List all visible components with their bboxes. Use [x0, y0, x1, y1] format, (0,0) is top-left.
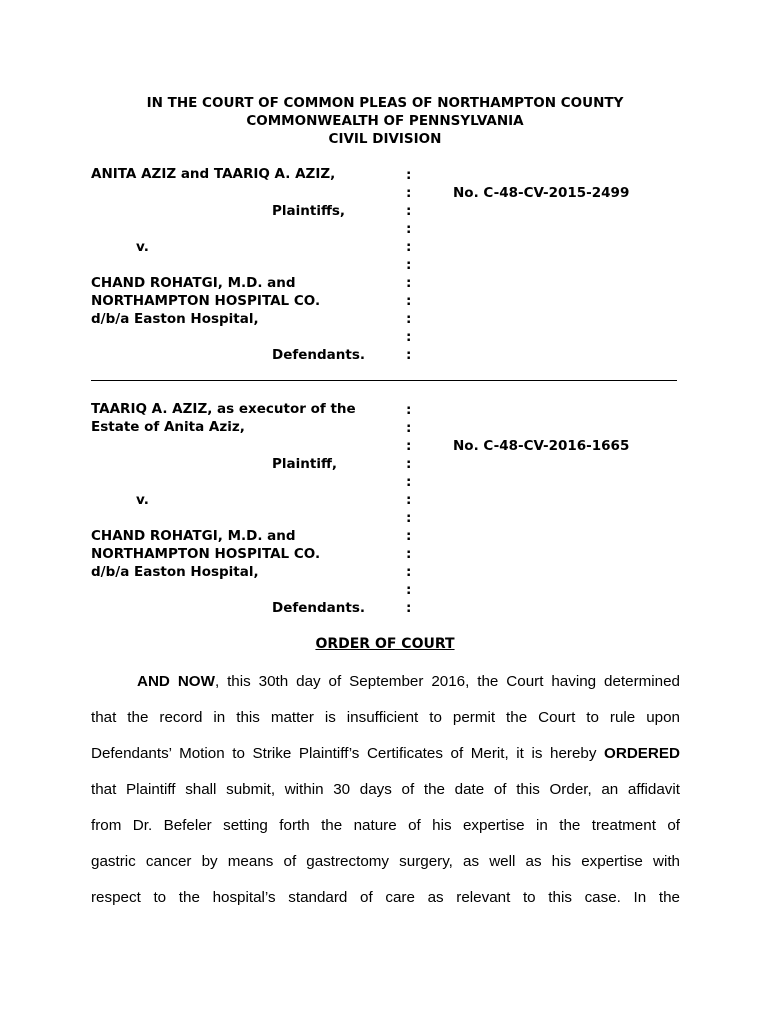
- case2-defendants-role: Defendants.: [272, 600, 366, 616]
- order-line-text: Defendants’ Motion to Strike Plaintiff’s Certificates of Merit, it is hereby: [91, 745, 605, 762]
- case2-defendant-line2: NORTHAMPTON HOSPITAL CO.: [91, 546, 321, 562]
- case1-versus: v.: [136, 239, 149, 255]
- order-line: respect to the hospital’s standard of care as relevant to this case. In the: [91, 889, 680, 906]
- order-line: that the record in this matter is insufficient to permit the Court to rule upon: [91, 709, 680, 726]
- caption-colon: :: [406, 185, 412, 201]
- caption-colon: :: [406, 600, 412, 616]
- case2-defendant-line1: CHAND ROHATGI, M.D. and: [91, 528, 296, 544]
- ordered-word: ORDERED: [604, 745, 680, 762]
- caption-colon: :: [406, 257, 412, 273]
- caption-colon: :: [406, 402, 412, 418]
- case1-defendant-line2: NORTHAMPTON HOSPITAL CO.: [91, 293, 321, 309]
- caption-colon: :: [406, 293, 412, 309]
- court-name: IN THE COURT OF COMMON PLEAS OF NORTHAMPTON COUNTY: [146, 95, 624, 111]
- order-line: [91, 745, 680, 762]
- case2-defendant-line3: d/b/a Easton Hospital,: [91, 564, 259, 580]
- caption-colon: :: [406, 420, 412, 436]
- case2-versus: v.: [136, 492, 149, 508]
- case1-plaintiffs-role: Plaintiffs,: [272, 203, 346, 219]
- order-title: ORDER OF COURT: [315, 636, 455, 652]
- order-line: [137, 673, 680, 690]
- division: CIVIL DIVISION: [328, 131, 442, 147]
- caption-colon: :: [406, 510, 412, 526]
- case1-defendant-line1: CHAND ROHATGI, M.D. and: [91, 275, 296, 291]
- case1-defendants-role: Defendants.: [272, 347, 366, 363]
- case2-plaintiff-line2: Estate of Anita Aziz,: [91, 419, 245, 435]
- and-now-phrase: AND NOW: [137, 673, 215, 690]
- caption-colon: :: [406, 528, 412, 544]
- case2-docket-number: No. C-48-CV-2016-1665: [453, 438, 630, 454]
- caption-colon: :: [406, 221, 412, 237]
- caption-colon: :: [406, 564, 412, 580]
- order-line: that Plaintiff shall submit, within 30 days of the date of this Order, an affidavit: [91, 781, 680, 798]
- caption-colon: :: [406, 347, 412, 363]
- caption-divider-line: [91, 380, 677, 381]
- order-line-text: , this 30th day of September 2016, the Court having determined: [214, 673, 681, 690]
- order-line: from Dr. Befeler setting forth the nature of his expertise in the treatment of: [91, 817, 680, 834]
- caption-colon: :: [406, 582, 412, 598]
- case2-plaintiff-line1: TAARIQ A. AZIZ, as executor of the: [91, 401, 356, 417]
- case1-docket-number: No. C-48-CV-2015-2499: [453, 185, 630, 201]
- caption-colon: :: [406, 239, 412, 255]
- caption-colon: :: [406, 456, 412, 472]
- case1-defendant-line3: d/b/a Easton Hospital,: [91, 311, 259, 327]
- caption-colon: :: [406, 311, 412, 327]
- caption-colon: :: [406, 474, 412, 490]
- commonwealth: COMMONWEALTH OF PENNSYLVANIA: [246, 113, 524, 129]
- case2-plaintiff-role: Plaintiff,: [272, 456, 338, 472]
- caption-colon: :: [406, 329, 412, 345]
- caption-colon: :: [406, 275, 412, 291]
- case1-plaintiffs: ANITA AZIZ and TAARIQ A. AZIZ,: [91, 166, 336, 182]
- order-line: gastric cancer by means of gastrectomy surgery, as well as his expertise with: [91, 853, 680, 870]
- caption-colon: :: [406, 167, 412, 183]
- caption-colon: :: [406, 203, 412, 219]
- caption-colon: :: [406, 546, 412, 562]
- caption-colon: :: [406, 438, 412, 454]
- caption-colon: :: [406, 492, 412, 508]
